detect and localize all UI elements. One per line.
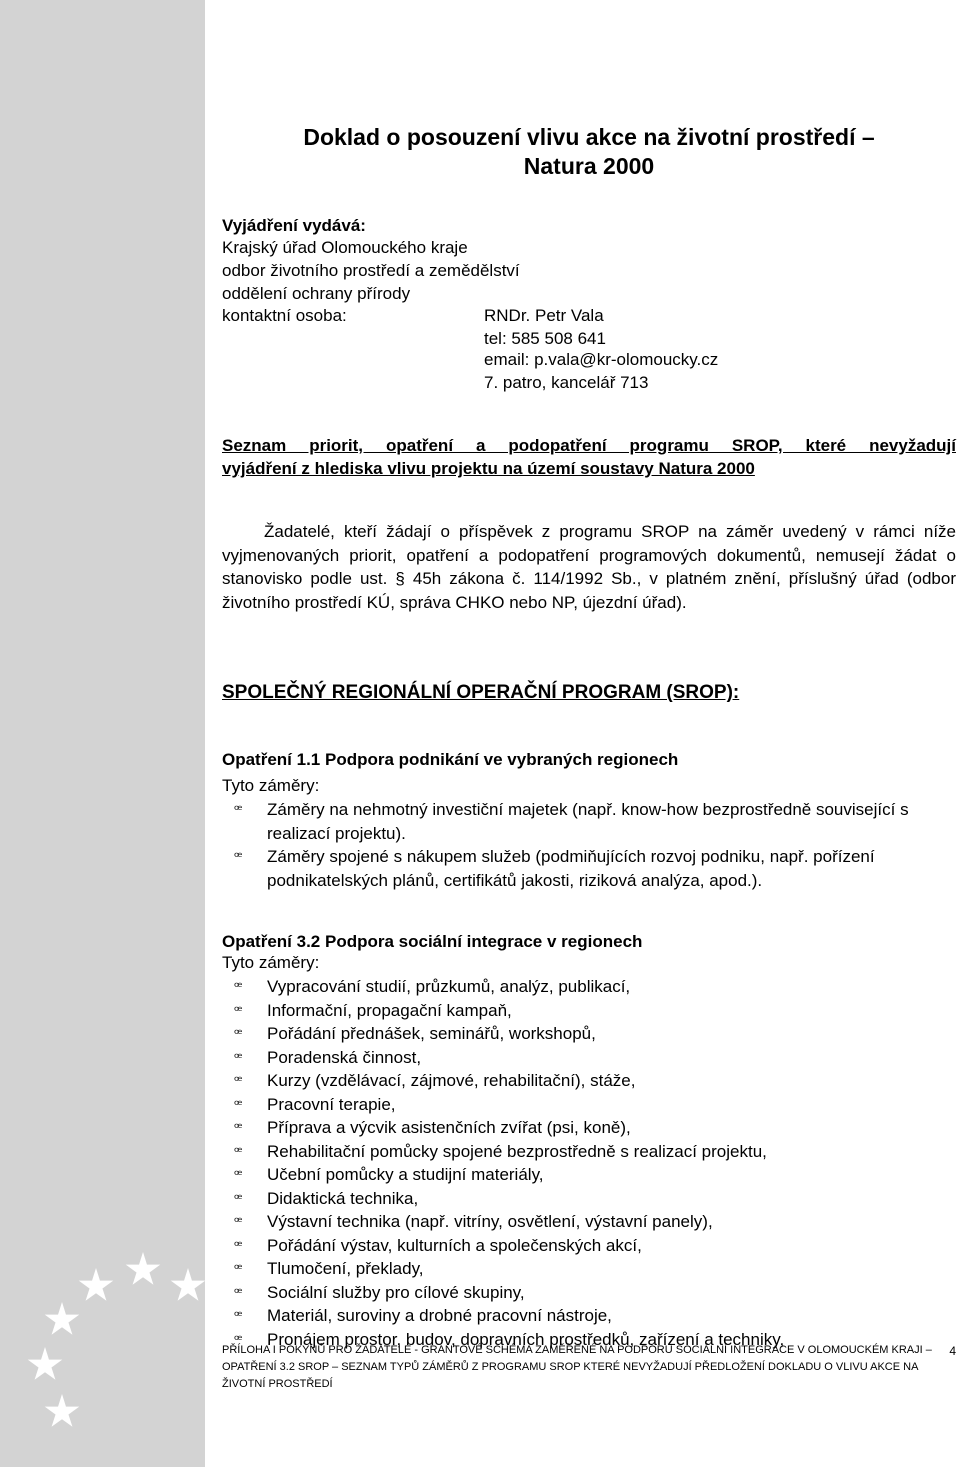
list-item — [222, 845, 956, 892]
bullet-icon: ꟹ — [234, 1331, 243, 1347]
bullet-icon: ꟹ — [234, 849, 243, 864]
list-item — [222, 1022, 956, 1046]
list-item-text: Příprava a výcvik asistenčních zvířat (psi, koně), — [267, 1118, 631, 1137]
page-number: 4 — [949, 1344, 956, 1358]
bullet-icon: ꟹ — [234, 1237, 243, 1253]
list-item-text: Pořádání výstav, kulturních a společenských akcí, — [267, 1235, 642, 1255]
list-item — [222, 1187, 956, 1211]
list-item — [222, 1116, 956, 1140]
list-item-text: Didaktická technika, — [267, 1188, 419, 1208]
measure1-list — [222, 798, 956, 892]
bullet-icon: ꟹ — [234, 1073, 243, 1088]
list-item-text: Kurzy (vzdělávací, zájmové, rehabilitační), stáže, — [267, 1071, 636, 1090]
measure1-intro: Tyto záměry: — [222, 776, 320, 795]
list-item-text: Učební pomůcky a studijní materiály, — [267, 1165, 544, 1184]
contact-label: kontaktní osoba: — [222, 306, 347, 325]
list-item-text: Pracovní terapie, — [267, 1094, 396, 1114]
bullet-icon: ꟹ — [234, 1261, 243, 1276]
intro-paragraph-text: Žadatelé, kteří žádají o příspěvek z programu SROP na záměr uvedený v rámci níže vyjmenovaných priorit, opatření a podopatření programových dokumentů, nemusejí žádat o stanovisko podle ust. § 45h zákona č. 114/1992 Sb., v platném znění, příslušný úřad (odbor životního prostředí KÚ, správa CHKO nebo NP, újezdní úřad). — [222, 522, 956, 612]
list-item — [222, 1304, 956, 1328]
issuer-department: odbor životního prostředí a zemědělství — [222, 261, 520, 280]
list-item — [222, 1069, 956, 1093]
list-item — [222, 798, 956, 845]
bullet-icon: ꟹ — [234, 1308, 243, 1323]
contact-room: 7. patro, kancelář 713 — [484, 373, 649, 392]
contact-phone: tel: 585 508 641 — [484, 329, 606, 348]
list-item-text: Tlumočení, překlady, — [267, 1259, 424, 1278]
list-item — [222, 1210, 956, 1234]
list-item-text: Sociální služby pro cílové skupiny, — [267, 1282, 525, 1302]
bullet-icon: ꟹ — [234, 1190, 243, 1206]
list-item — [222, 1163, 956, 1187]
bullet-icon: ꟹ — [234, 1002, 243, 1018]
bullet-icon: ꟹ — [234, 1143, 243, 1159]
program-heading: SPOLEČNÝ REGIONÁLNÍ OPERAČNÍ PROGRAM (SROP): — [222, 682, 740, 703]
list-item-text: Vypracování studií, průzkumů, analýz, publikací, — [267, 977, 631, 996]
star-icon — [44, 1302, 80, 1338]
issuer-office: Krajský úřad Olomouckého kraje — [222, 238, 468, 257]
measure2-title: Opatření 3.2 Podpora sociální integrace v regionech — [222, 932, 643, 951]
list-item-text: Záměry spojené s nákupem služeb (podmiňujících rozvoj podniku, např. pořízení podnikatelských plánů, certifikátů jakosti, riziková analýza, apod.). — [267, 847, 875, 890]
star-icon — [44, 1394, 80, 1430]
list-item-text: Výstavní technika (např. vitríny, osvětlení, výstavní panely), — [267, 1212, 713, 1231]
list-item-text: Rehabilitační pomůcky spojené bezprostředně s realizací projektu, — [267, 1141, 767, 1161]
list-item — [222, 975, 956, 999]
list-item — [222, 1093, 956, 1117]
list-heading-line2: vyjádření z hlediska vlivu projektu na území soustavy Natura 2000 — [222, 459, 755, 478]
measure2-intro: Tyto záměry: — [222, 953, 320, 972]
bullet-icon: ꟹ — [234, 1120, 243, 1135]
star-icon — [170, 1268, 206, 1304]
list-item — [222, 1140, 956, 1164]
document-title-line1: Doklad o posouzení vlivu akce na životní prostředí – — [303, 124, 875, 150]
bullet-icon: ꟹ — [234, 979, 243, 994]
intro-paragraph — [222, 520, 956, 614]
document-title-line2: Natura 2000 — [523, 153, 655, 179]
list-heading-line1: Seznam priorit, opatření a podopatření programu SROP, které nevyžadují — [222, 436, 956, 455]
star-icon — [27, 1347, 63, 1383]
list-item-text: Záměry na nehmotný investiční majetek (např. know-how bezprostředně související s realizací projektu). — [267, 800, 909, 843]
list-item — [222, 1046, 956, 1070]
footer-line: ŽIVOTNÍ PROSTŘEDÍ — [222, 1378, 333, 1390]
bullet-icon: ꟹ — [234, 802, 243, 817]
list-item-text: Pořádání přednášek, seminářů, workshopů, — [267, 1024, 596, 1043]
list-item — [222, 1234, 956, 1258]
list-item-text: Informační, propagační kampaň, — [267, 1000, 512, 1020]
list-item — [222, 1281, 956, 1305]
list-item-text: Poradenská činnost, — [267, 1047, 422, 1067]
bullet-icon: ꟹ — [234, 1167, 243, 1182]
list-item-text: Materiál, suroviny a drobné pracovní nástroje, — [267, 1306, 612, 1325]
bullet-icon: ꟹ — [234, 1049, 243, 1065]
bullet-icon: ꟹ — [234, 1214, 243, 1229]
list-item — [222, 999, 956, 1023]
page-footer — [222, 1342, 956, 1393]
decorative-sidebar — [0, 0, 205, 1467]
footer-line: OPATŘENÍ 3.2 SROP – SEZNAM TYPŮ ZÁMĚRŮ Z PROGRAMU SROP KTERÉ NEVYŽADUJÍ PŘEDLOŽENÍ DOKLADU O VLIVU AKCE NA — [222, 1361, 919, 1373]
star-icon — [78, 1268, 114, 1304]
issuer-label: Vyjádření vydává: — [222, 216, 366, 235]
measure1-title: Opatření 1.1 Podpora podnikání ve vybraných regionech — [222, 750, 679, 769]
list-item — [222, 1257, 956, 1281]
contact-name: RNDr. Petr Vala — [484, 306, 604, 325]
star-icon — [125, 1252, 161, 1288]
bullet-icon: ꟹ — [234, 1284, 243, 1300]
contact-email: email: p.vala@kr-olomoucky.cz — [484, 350, 719, 369]
list-item-text: Pronájem prostor, budov, dopravních prostředků, zařízení a techniky, — [267, 1329, 785, 1349]
bullet-icon: ꟹ — [234, 1096, 243, 1112]
issuer-section: oddělení ochrany přírody — [222, 284, 411, 303]
measure2-list — [222, 975, 956, 1351]
bullet-icon: ꟹ — [234, 1026, 243, 1041]
footer-line: PŘÍLOHA I POKYNŮ PRO ŽADATELE - GRANTOVÉ SCHÉMA ZAMĚŘENÉ NA PODPORU SOCIÁLNÍ INTEGRACE V OLOMOUCKÉM KRAJI – — [222, 1344, 932, 1356]
